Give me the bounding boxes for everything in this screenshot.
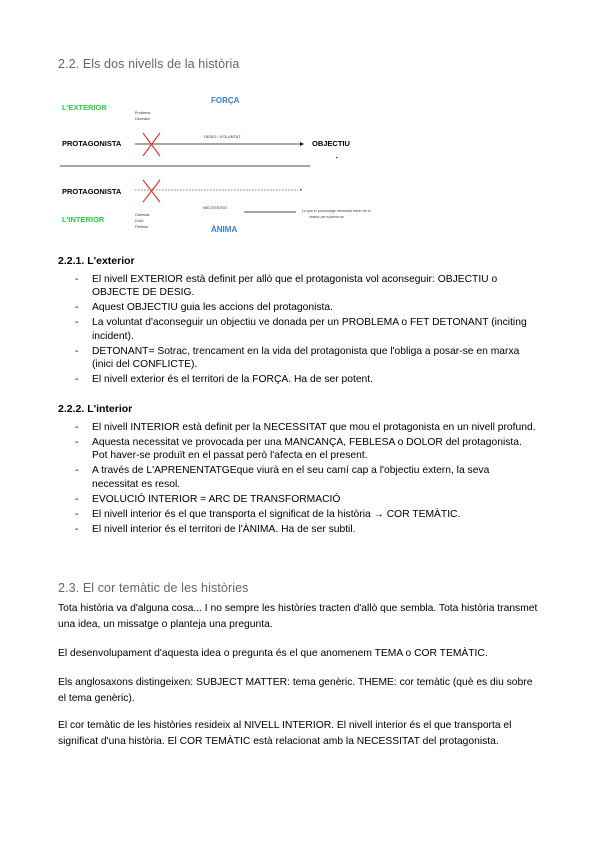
- interior-label: L'INTERIOR: [62, 215, 105, 224]
- list-item: - Aquesta necessitat ve provocada per una MANCANÇA, FEBLESA o DOLOR del protagonista. Pot haver-se produït en el passat però l'afecta en el present.: [58, 436, 538, 463]
- small-label-carencia: Carencia: [135, 213, 150, 217]
- anima-label: ÀNIMA: [211, 225, 238, 234]
- paragraph: El cor temàtic de les històries resideix al NIVELL INTERIOR. El nivell interior és el que transporta el significat d'una història. El COR TEMÀTIC està relacionat amb la NECESSITAT del protagonista.: [58, 720, 512, 747]
- subsection-heading-exterior: 2.2.1. L'exterior: [58, 255, 135, 267]
- small-dot-2: [300, 189, 302, 191]
- small-label-feblesa: Feblesa: [135, 225, 148, 229]
- small-label-right-1: Lo que el personatge necessita saber de si: [302, 209, 371, 213]
- list-item: - A través de L'APRENENTATGEque viurà en el seu camí cap a l'objectiu extern, la seva necessitat es resol.: [58, 464, 538, 491]
- paragraph: Tota història va d'alguna cosa... I no sempre les històries tracten d'allò que sembla. Tota història transmet una idea, un missatge o planteja una pregunta.: [58, 603, 538, 630]
- list-item: - EVOLUCIÓ INTERIOR = ARC DE TRANSFORMACIÓ: [58, 493, 538, 506]
- small-label-problema: Problema: [135, 111, 151, 115]
- subsection-heading-interior: 2.2.2. L'interior: [58, 403, 133, 415]
- list-item: - DETONANT= Sotrac, trencament en la vida del protagonista que l'obliga a posar-se en marxa (inici del CONFLICTE).: [58, 345, 538, 372]
- list-item: - El nivell interior és el que transporta el significat de la història → COR TEMÀTIC.: [58, 508, 538, 521]
- section-heading-cor-tematic: 2.3. El cor temàtic de les històries: [58, 581, 249, 595]
- list-item: - El nivell interior és el territori de l'ÀNIMA. Ha de ser subtil.: [58, 523, 538, 536]
- small-label-detonant: Detonant: [135, 117, 150, 121]
- desig-arrow-head: [300, 142, 304, 146]
- list-item: - La voluntat d'aconseguir un objectiu ve donada per un PROBLEMA o FET DETONANT (inciting incident).: [58, 316, 538, 343]
- necessitat-label: NECESSITAT: [203, 205, 228, 210]
- protagonista-label-bottom: PROTAGONISTA: [62, 187, 122, 196]
- desig-voluntat-label: DESIG / VOLUNTAT: [204, 134, 241, 139]
- list-item: - El nivell EXTERIOR està definit per allò que el protagonista vol aconseguir: OBJECTIU o OBJECTE DE DESIG.: [58, 273, 538, 300]
- interior-list: [58, 421, 538, 538]
- list-item: - El nivell INTERIOR està definit per la NECESSITAT que mou el protagonista en un nivell profund.: [58, 421, 538, 434]
- exterior-list: [58, 273, 538, 388]
- paragraph: El desenvolupament d'aquesta idea o pregunta és el que anomenem TEMA o COR TEMÀTIC.: [58, 648, 488, 659]
- list-item: - Aquest OBJECTIU guia les accions del protagonista.: [58, 301, 538, 314]
- objectiu-label: OBJECTIU: [312, 139, 350, 148]
- two-levels-diagram: [0, 0, 600, 250]
- list-item: - El nivell exterior és el territori de la FORÇA. Ha de ser potent.: [58, 373, 538, 386]
- section-heading-levels: 2.2. Els dos nivells de la història: [58, 57, 240, 71]
- protagonista-label-top: PROTAGONISTA: [62, 139, 122, 148]
- small-label-right-2: mateix per superar-se: [309, 215, 344, 219]
- paragraph: Els anglosaxons distingeixen: SUBJECT MATTER: tema genèric. THEME: cor temàtic (què es diu sobre el tema genèric).: [58, 677, 533, 704]
- exterior-label: L'EXTERIOR: [62, 103, 107, 112]
- forca-label: FORÇA: [211, 96, 240, 105]
- small-dot: [336, 157, 338, 158]
- small-label-dolor: Dolor: [135, 219, 144, 223]
